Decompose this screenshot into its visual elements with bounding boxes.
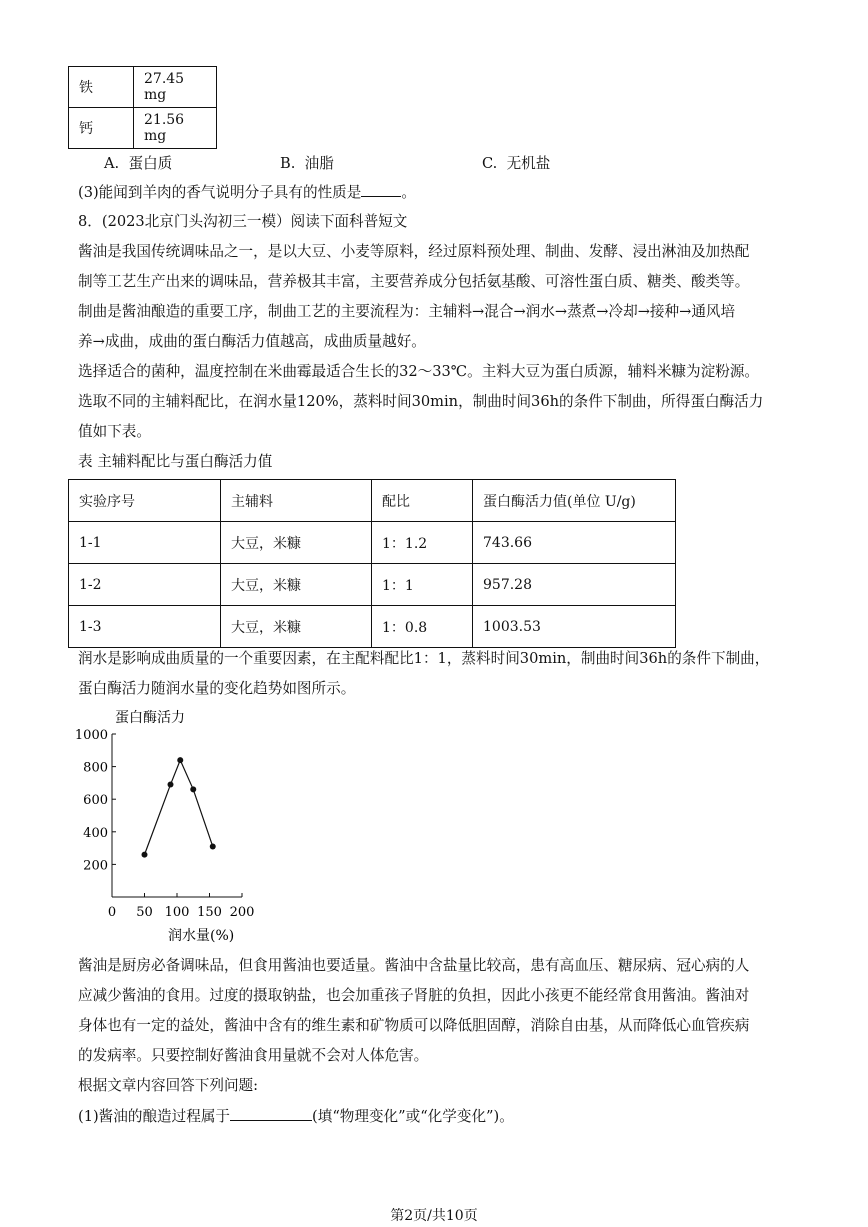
chart-series xyxy=(142,757,216,858)
question-3 xyxy=(78,182,416,203)
x-tick-label: 200 xyxy=(229,905,255,920)
table-caption: 表 主辅料配比与蛋白酶活力值 xyxy=(78,453,273,470)
table-cell: 957.28 xyxy=(473,564,676,606)
option-letter: C. xyxy=(482,155,498,172)
enzyme-table xyxy=(68,479,676,648)
column-header: 实验序号 xyxy=(69,480,221,522)
x-tick-label: 150 xyxy=(197,905,222,920)
data-point xyxy=(210,843,216,849)
instruction: 根据文章内容回答下列问题: xyxy=(78,1077,259,1094)
x-tick-label: 50 xyxy=(136,905,153,920)
chart-axes xyxy=(112,734,242,897)
paragraph-line: 的发病率。只要控制好酱油食用量就不会对人体危害。 xyxy=(78,1047,429,1064)
data-point xyxy=(177,757,183,763)
paragraph-line: 选择适合的菌种，温度控制在米曲霉最适合生长的32～33℃。主料大豆为蛋白质源，辅料米糠为淀粉源。 xyxy=(78,363,760,380)
question-8-header: 8．(2023北京门头沟初三一模）阅读下面科普短文 xyxy=(78,213,408,230)
column-header: 主辅料 xyxy=(221,480,372,522)
y-tick-label: 600 xyxy=(83,793,108,809)
paragraph-line: 酱油是我国传统调味品之一，是以大豆、小麦等原料，经过原料预处理、制曲、发酵、浸出淋油及加热配 xyxy=(78,243,750,260)
table-cell: 1：1.2 xyxy=(372,522,473,564)
table-cell: 大豆，米糠 xyxy=(221,564,372,606)
paragraph-line: 润水是影响成曲质量的一个重要因素，在主配料配比1：1，蒸料时间30min，制曲时间36h的条件下制曲， xyxy=(78,650,770,667)
x-tick-label: 0 xyxy=(107,905,117,920)
table-cell: 1：1 xyxy=(372,564,473,606)
y-tick-label: 400 xyxy=(83,825,108,841)
mineral-table xyxy=(68,66,217,149)
x-axis-label: 润水量(%) xyxy=(168,928,235,944)
paragraph-line: 酱油是厨房必备调味品，但食用酱油也要适量。酱油中含盐量比较高，患有高血压、糖尿病、冠心病的人 xyxy=(78,957,750,974)
paragraph-line: 身体也有一定的益处，酱油中含有的维生素和矿物质可以降低胆固醇，消除自由基，从而降低心血管疾病 xyxy=(78,1017,750,1034)
table-row xyxy=(69,564,676,606)
option-letter: B. xyxy=(280,155,296,172)
paragraph-line: 应减少酱油的食用。过度的摄取钠盐，也会加重孩子肾脏的负担，因此小孩更不能经常食用酱油。酱油对 xyxy=(78,987,750,1004)
answer-blank[interactable] xyxy=(361,182,401,197)
mineral-name: 钙 xyxy=(69,108,134,149)
option-text: 油脂 xyxy=(304,155,334,172)
question-text-end: (填“物理变化”或“化学变化”)。 xyxy=(312,1108,514,1125)
data-point xyxy=(168,782,174,788)
table-cell: 1：0.8 xyxy=(372,606,473,648)
enzyme-activity-chart xyxy=(70,700,270,950)
table-row xyxy=(69,606,676,648)
series-line xyxy=(145,760,213,855)
mineral-name: 铁 xyxy=(69,67,134,108)
data-point xyxy=(190,786,196,792)
question-text-end: 。 xyxy=(401,184,416,201)
paragraph-line: 值如下表。 xyxy=(78,423,151,440)
paragraph-line: 养→成曲，成曲的蛋白酶活力值越高，成曲质量越好。 xyxy=(78,333,426,350)
column-header: 配比 xyxy=(372,480,473,522)
table-row xyxy=(69,67,217,108)
table-cell: 1-3 xyxy=(69,606,221,648)
option-letter: A. xyxy=(104,155,120,172)
table-cell: 1-1 xyxy=(69,522,221,564)
paragraph-line: 制等工艺生产出来的调味品，营养极其丰富，主要营养成分包括氨基酸、可溶性蛋白质、糖类、酸类等。 xyxy=(78,273,750,290)
table-cell: 1-2 xyxy=(69,564,221,606)
table-cell: 743.66 xyxy=(473,522,676,564)
mineral-value: 27.45 mg xyxy=(134,67,217,108)
table-cell: 大豆，米糠 xyxy=(221,606,372,648)
page-footer: 第2页/共10页 xyxy=(390,1208,478,1224)
option-c xyxy=(482,152,550,173)
table-row xyxy=(69,108,217,149)
y-axis-label: 蛋白酶活力 xyxy=(115,710,185,726)
question-1 xyxy=(78,1106,514,1127)
y-tick-label: 1000 xyxy=(74,728,108,743)
chart-ticks xyxy=(75,728,255,920)
paragraph-line: 制曲是酱油酿造的重要工序，制曲工艺的主要流程为：主辅料→混合→润水→蒸煮→冷却→接种→通风培 xyxy=(78,303,736,320)
table-cell: 1003.53 xyxy=(473,606,676,648)
option-text: 无机盐 xyxy=(506,155,551,172)
answer-blank[interactable] xyxy=(230,1106,312,1121)
mineral-value: 21.56 mg xyxy=(134,108,217,149)
y-tick-label: 200 xyxy=(83,858,108,874)
option-a xyxy=(104,152,172,173)
question-text: (1)酱油的酿造过程属于 xyxy=(78,1108,231,1125)
x-tick-label: 100 xyxy=(164,905,190,920)
question-text: (3)能闻到羊肉的香气说明分子具有的性质是 xyxy=(78,184,362,201)
y-tick-label: 800 xyxy=(83,760,108,776)
option-text: 蛋白质 xyxy=(128,155,173,172)
option-b xyxy=(280,152,334,173)
paragraph-line: 选取不同的主辅料配比，在润水量120%，蒸料时间30min，制曲时间36h的条件下制曲，所得蛋白酶活力 xyxy=(78,393,764,410)
data-point xyxy=(142,852,148,858)
column-header: 蛋白酶活力值(单位 U/g) xyxy=(473,480,676,522)
table-row xyxy=(69,522,676,564)
table-cell: 大豆，米糠 xyxy=(221,522,372,564)
table-header-row xyxy=(69,480,676,522)
paragraph-line: 蛋白酶活力随润水量的变化趋势如图所示。 xyxy=(78,680,356,697)
